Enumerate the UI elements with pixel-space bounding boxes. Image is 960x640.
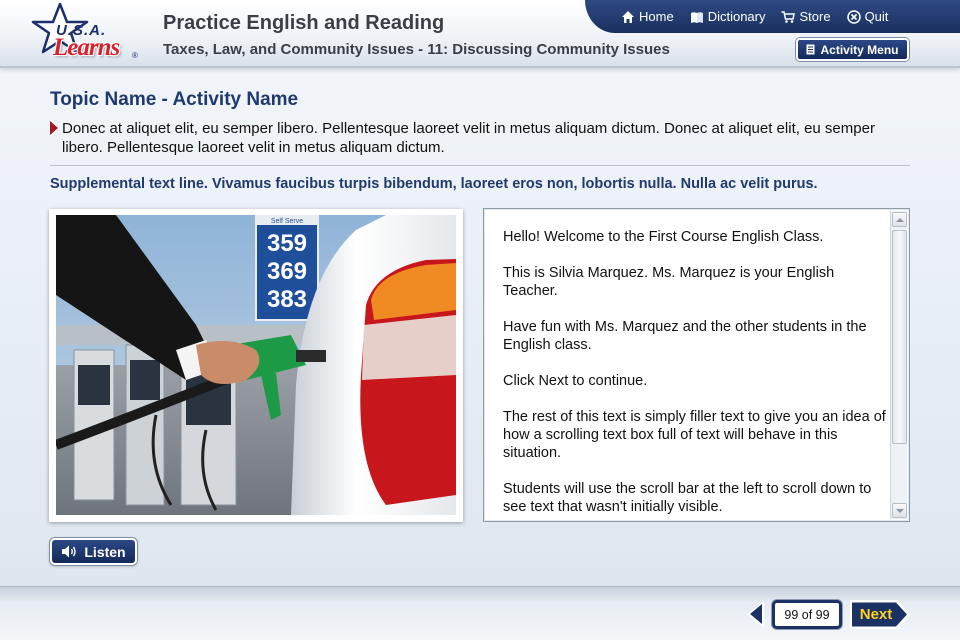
listen-button[interactable] [50, 538, 137, 565]
text-paragraph: Have fun with Ms. Marquez and the other students in the English class. [503, 319, 867, 353]
home-label: Home [639, 9, 674, 24]
topic-title: Topic Name - Activity Name [50, 89, 299, 110]
divider [50, 165, 910, 166]
listen-label: Listen [84, 543, 126, 560]
book-icon [690, 10, 704, 24]
price-1: 359 [266, 230, 308, 257]
arrow-up-icon [896, 218, 904, 222]
speaker-icon [61, 544, 79, 559]
logo-usa-text: U.S.A. [56, 22, 107, 39]
text-paragraph: The rest of this text is simply filler text to give you an idea of how a scrolling text box full of text will behave in this situation. [503, 409, 886, 461]
next-button[interactable] [849, 599, 911, 630]
scroll-down-button[interactable] [892, 503, 907, 518]
list-document-icon [806, 44, 815, 55]
top-navigation [585, 0, 960, 33]
text-paragraph: Click Next to continue. [503, 373, 648, 389]
usa-learns-logo[interactable] [30, 2, 145, 64]
lesson-subtitle: Taxes, Law, and Community Issues - 11: Discussing Community Issues [163, 41, 670, 58]
text-box-content [503, 228, 888, 534]
scroll-up-button[interactable] [892, 212, 907, 227]
activity-photo [49, 209, 463, 522]
gas-pump-photo [56, 215, 456, 515]
bullet-arrow-icon [50, 121, 58, 135]
page-counter: 99 of 99 [772, 600, 842, 629]
text-paragraph: Students will use the scroll bar at the left to scroll down to see text that wasn't initially visible. [503, 481, 872, 515]
intro-text: Donec at aliquet elit, eu semper libero. Pellentesque laoreet velit in metus aliquam dictum. Donec at aliquet elit, eu semper libero. Pellentesque laoreet velit in metus aliquam dictum. [62, 120, 875, 156]
scrollbar[interactable] [890, 211, 907, 519]
previous-button[interactable] [746, 600, 766, 628]
home-button[interactable] [621, 9, 674, 24]
quit-button[interactable] [847, 9, 889, 24]
price-3: 383 [266, 286, 308, 313]
store-button[interactable] [781, 9, 830, 24]
intro-paragraph [50, 119, 890, 157]
quit-label: Quit [864, 9, 889, 24]
dictionary-label: Dictionary [707, 9, 766, 24]
scrolling-text-box[interactable] [483, 208, 910, 522]
logo-learns-text: Learns [53, 34, 120, 61]
activity-menu-button[interactable] [796, 38, 909, 61]
price-2: 369 [266, 258, 308, 285]
activity-menu-label: Activity Menu [820, 42, 899, 57]
cart-icon [781, 10, 795, 24]
next-label: Next [859, 606, 893, 623]
supplemental-text: Supplemental text line. Vivamus faucibus turpis bibendum, laoreet eros non, lobortis nulla. Nulla ac velit purus. [50, 176, 818, 192]
dictionary-button[interactable] [690, 9, 766, 24]
registered-mark: ® [132, 51, 138, 60]
app-title: Practice English and Reading [163, 12, 445, 34]
arrow-left-icon [746, 600, 766, 628]
close-circle-icon [847, 10, 861, 24]
app-header [0, 0, 960, 68]
scroll-thumb[interactable] [892, 230, 907, 444]
text-paragraph: Hello! Welcome to the First Course English Class. [503, 229, 824, 245]
sign-header-text: Self Serve [270, 218, 304, 225]
arrow-down-icon [896, 509, 904, 513]
store-label: Store [799, 9, 831, 24]
home-icon [621, 10, 635, 24]
text-paragraph: This is Silvia Marquez. Ms. Marquez is your English Teacher. [503, 265, 835, 299]
